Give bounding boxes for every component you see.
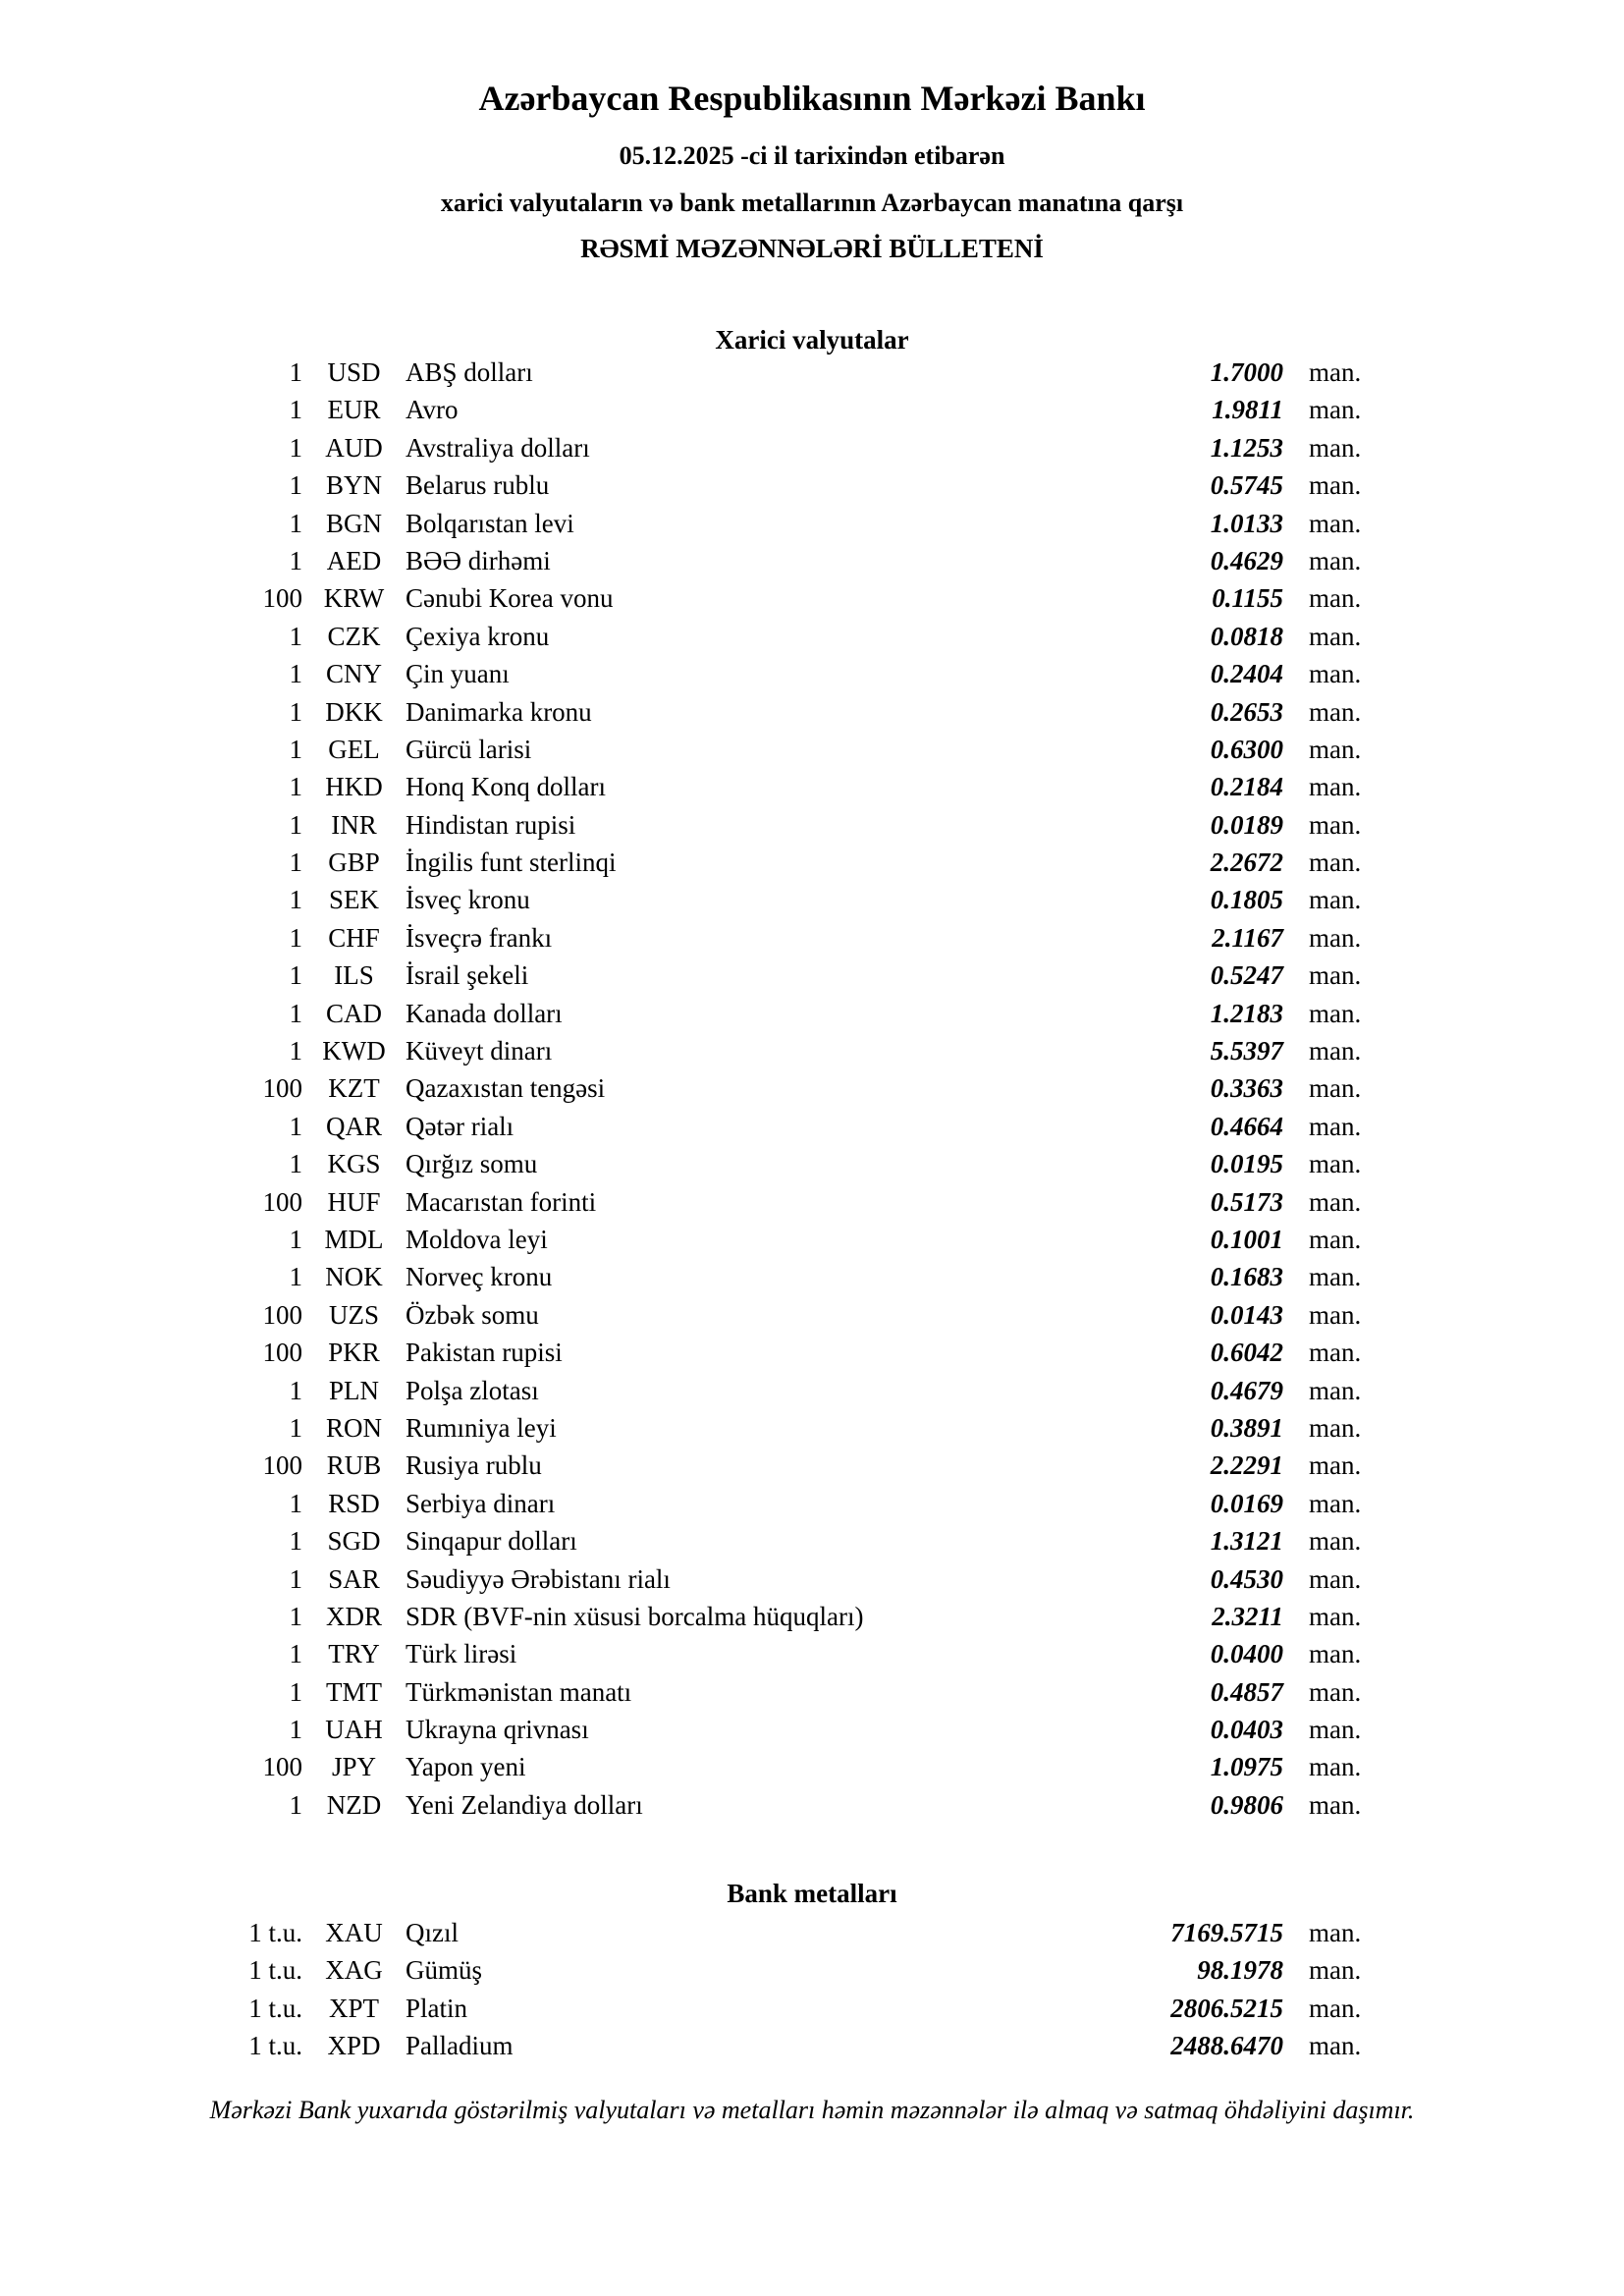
currency-name: Çexiya kronu (406, 621, 550, 651)
currency-row (0, 542, 1624, 579)
currency-name: BƏƏ dirhəmi (406, 545, 551, 575)
currency-unit-label: man. (1309, 1526, 1362, 1557)
currency-quantity: 1 (289, 1601, 302, 1631)
currency-name: İngilis funt sterlinqi (406, 847, 617, 878)
currency-rate: 0.5745 (1210, 470, 1283, 501)
metal-row (0, 2027, 1624, 2064)
bulletin-title: RƏSMİ MƏZƏNNƏLƏRİ BÜLLETENİ (580, 234, 1044, 263)
currency-code: RON (325, 1412, 382, 1443)
currency-row (0, 1485, 1624, 1522)
currency-quantity: 100 (262, 1450, 302, 1481)
currency-unit-label: man. (1309, 1639, 1362, 1669)
currency-unit-label: man. (1309, 1676, 1362, 1707)
metal-code: XAU (325, 1918, 383, 1947)
currency-rate: 1.0133 (1210, 508, 1283, 538)
currency-code: AUD (325, 432, 383, 463)
currency-unit-label: man. (1309, 922, 1362, 953)
currency-name: Norveç kronu (406, 1262, 553, 1292)
metal-quantity: 1 t.u. (248, 2031, 302, 2061)
metal-row (0, 1914, 1624, 1951)
currency-quantity: 1 (289, 1563, 302, 1594)
metals-table (0, 1914, 1624, 2065)
currency-name: Belarus rublu (406, 470, 550, 501)
currency-quantity: 1 (289, 772, 302, 802)
currency-code: TRY (328, 1639, 380, 1669)
currency-code: AED (326, 545, 382, 575)
currency-row (0, 881, 1624, 918)
metal-code: XPD (327, 2031, 381, 2061)
currency-code: MDL (324, 1224, 384, 1254)
currency-row (0, 806, 1624, 844)
currency-row (0, 1296, 1624, 1334)
currency-code: CAD (325, 998, 382, 1028)
currency-rate: 0.4857 (1210, 1676, 1283, 1707)
metal-unit-label: man. (1309, 1993, 1362, 2023)
currency-quantity: 1 (289, 1262, 302, 1292)
currency-rate: 2.2672 (1210, 847, 1283, 878)
currency-row (0, 1221, 1624, 1258)
currency-quantity: 100 (262, 583, 302, 614)
currency-unit-label: man. (1309, 1601, 1362, 1631)
currency-code: HUF (327, 1186, 381, 1217)
currency-code: BYN (325, 470, 382, 501)
currency-code: SAR (328, 1563, 380, 1594)
metal-row (0, 1951, 1624, 1989)
currency-rate: 2.3211 (1212, 1601, 1283, 1631)
currency-rate: 0.2184 (1210, 772, 1283, 802)
currency-name: Moldova leyi (406, 1224, 548, 1254)
currency-row (0, 1372, 1624, 1409)
currency-name: Küveyt dinarı (406, 1036, 553, 1066)
currency-quantity: 100 (262, 1073, 302, 1104)
currency-name: Rumıniya leyi (406, 1412, 557, 1443)
currency-code: XDR (325, 1601, 382, 1631)
currency-quantity: 1 (289, 885, 302, 915)
currency-row (0, 655, 1624, 692)
metal-quantity: 1 t.u. (248, 1918, 302, 1947)
currency-rate: 0.0818 (1210, 621, 1283, 651)
currency-code: CZK (327, 621, 381, 651)
metal-code: XAG (325, 1955, 383, 1986)
currency-quantity: 1 (289, 1149, 302, 1179)
currency-name: Səudiyyə Ərəbistanı rialı (406, 1563, 671, 1594)
currency-quantity: 1 (289, 621, 302, 651)
currency-name: Macarıstan forinti (406, 1186, 597, 1217)
currency-name: Qətər rialı (406, 1111, 514, 1141)
currency-unit-label: man. (1309, 1036, 1362, 1066)
currency-row (0, 1108, 1624, 1145)
currency-quantity: 1 (289, 960, 302, 991)
currency-name: Cənubi Korea vonu (406, 583, 614, 614)
metal-code: XPT (328, 1993, 379, 2023)
currency-name: Qırğız somu (406, 1149, 538, 1179)
currency-code: KRW (323, 583, 385, 614)
currency-rate: 0.1683 (1210, 1262, 1283, 1292)
currency-row (0, 1409, 1624, 1447)
currency-rate: 0.3891 (1210, 1412, 1283, 1443)
currency-code: SEK (328, 885, 379, 915)
currency-unit-label: man. (1309, 1715, 1362, 1745)
currency-row (0, 1560, 1624, 1598)
currency-name: Gürcü larisi (406, 734, 532, 764)
currency-code: PLN (328, 1375, 379, 1405)
currency-unit-label: man. (1309, 1488, 1362, 1518)
currency-rate: 0.3363 (1210, 1073, 1283, 1104)
currency-row (0, 1334, 1624, 1371)
currency-name: Polşa zlotası (406, 1375, 539, 1405)
currency-quantity: 1 (289, 734, 302, 764)
currencies-table (0, 354, 1624, 1824)
metal-unit-label: man. (1309, 1918, 1362, 1947)
currency-code: BGN (325, 508, 382, 538)
currency-quantity: 1 (289, 998, 302, 1028)
currency-rate: 1.9811 (1212, 395, 1283, 425)
currency-name: Serbiya dinarı (406, 1488, 556, 1518)
currency-rate: 0.0169 (1210, 1488, 1283, 1518)
currency-quantity: 1 (289, 432, 302, 463)
currency-name: Qazaxıstan tengəsi (406, 1073, 606, 1104)
currency-quantity: 1 (289, 395, 302, 425)
currency-code: TMT (326, 1676, 382, 1707)
currency-unit-label: man. (1309, 1789, 1362, 1820)
currency-row (0, 768, 1624, 805)
currency-unit-label: man. (1309, 998, 1362, 1028)
metal-row (0, 1990, 1624, 2027)
currency-unit-label: man. (1309, 1073, 1362, 1104)
currency-quantity: 1 (289, 847, 302, 878)
currency-name: Sinqapur dolları (406, 1526, 577, 1557)
currency-quantity: 100 (262, 1186, 302, 1217)
currency-rate: 0.1001 (1210, 1224, 1283, 1254)
currency-row (0, 693, 1624, 731)
currency-unit-label: man. (1309, 1563, 1362, 1594)
currency-rate: 0.0143 (1210, 1299, 1283, 1330)
currency-rate: 0.0195 (1210, 1149, 1283, 1179)
currency-unit-label: man. (1309, 395, 1362, 425)
currency-row (0, 505, 1624, 542)
currency-rate: 1.1253 (1210, 432, 1283, 463)
currency-row (0, 618, 1624, 655)
currency-quantity: 100 (262, 1299, 302, 1330)
currency-code: KGS (327, 1149, 381, 1179)
currency-row (0, 1598, 1624, 1635)
currency-quantity: 1 (289, 659, 302, 689)
currency-rate: 1.0975 (1210, 1752, 1283, 1782)
currency-unit-label: man. (1309, 1450, 1362, 1481)
disclaimer-text: Mərkəzi Bank yuxarıda göstərilmiş valyutaları və metalları həmin məzənnələr ilə almaq və satmaq öhdəliyini daşımır. (209, 2096, 1415, 2124)
currency-quantity: 1 (289, 1676, 302, 1707)
currency-unit-label: man. (1309, 1299, 1362, 1330)
currency-name: Yeni Zelandiya dolları (406, 1789, 643, 1820)
currency-unit-label: man. (1309, 885, 1362, 915)
currency-unit-label: man. (1309, 1224, 1362, 1254)
page-title: Azərbaycan Respublikasının Mərkəzi Bankı (478, 79, 1146, 118)
currency-quantity: 100 (262, 1338, 302, 1368)
currency-quantity: 1 (289, 696, 302, 727)
currency-quantity: 1 (289, 1111, 302, 1141)
currency-rate: 0.4679 (1210, 1375, 1283, 1405)
currency-code: CHF (328, 922, 380, 953)
currency-unit-label: man. (1309, 847, 1362, 878)
currency-quantity: 1 (289, 1526, 302, 1557)
currency-name: Honq Konq dolları (406, 772, 606, 802)
currency-quantity: 1 (289, 922, 302, 953)
currency-unit-label: man. (1309, 545, 1362, 575)
currency-quantity: 1 (289, 1639, 302, 1669)
currency-name: Avstraliya dolları (406, 432, 590, 463)
currency-unit-label: man. (1309, 508, 1362, 538)
currency-row (0, 731, 1624, 768)
currency-code: GEL (328, 734, 380, 764)
metal-unit-label: man. (1309, 1955, 1362, 1986)
metal-name: Qızıl (406, 1918, 459, 1947)
currency-code: INR (331, 809, 377, 840)
currency-code: HKD (325, 772, 383, 802)
currency-quantity: 1 (289, 1375, 302, 1405)
currency-name: İsveçrə frankı (406, 922, 553, 953)
currency-unit-label: man. (1309, 696, 1362, 727)
currency-rate: 0.6042 (1210, 1338, 1283, 1368)
currency-code: EUR (327, 395, 381, 425)
currency-unit-label: man. (1309, 583, 1362, 614)
currency-name: SDR (BVF-nin xüsusi borcalma hüquqları) (406, 1601, 864, 1631)
currency-unit-label: man. (1309, 809, 1362, 840)
currency-row (0, 1522, 1624, 1559)
currency-code: ILS (334, 960, 374, 991)
currency-rate: 0.9806 (1210, 1789, 1283, 1820)
currency-row (0, 1635, 1624, 1672)
currency-quantity: 1 (289, 1036, 302, 1066)
currency-quantity: 100 (262, 1752, 302, 1782)
currency-rate: 0.0189 (1210, 809, 1283, 840)
metal-rate: 7169.5715 (1170, 1918, 1283, 1947)
currency-row (0, 1786, 1624, 1824)
currency-code: GBP (328, 847, 380, 878)
currency-rate: 0.0400 (1210, 1639, 1283, 1669)
currency-unit-label: man. (1309, 432, 1362, 463)
currency-code: KWD (322, 1036, 386, 1066)
currency-rate: 0.4664 (1210, 1111, 1283, 1141)
currency-rate: 0.2653 (1210, 696, 1283, 727)
currency-code: JPY (331, 1752, 377, 1782)
currency-unit-label: man. (1309, 1752, 1362, 1782)
currency-name: Türk lirəsi (406, 1639, 517, 1669)
metal-name: Palladium (406, 2031, 514, 2061)
currency-row (0, 1748, 1624, 1785)
currency-rate: 0.2404 (1210, 659, 1283, 689)
currency-unit-label: man. (1309, 659, 1362, 689)
currency-rate: 0.1155 (1212, 583, 1283, 614)
currency-name: Rusiya rublu (406, 1450, 542, 1481)
metal-quantity: 1 t.u. (248, 1993, 302, 2023)
metal-rate: 2806.5215 (1170, 1993, 1283, 2023)
currency-row (0, 1447, 1624, 1484)
currency-unit-label: man. (1309, 734, 1362, 764)
currency-quantity: 1 (289, 508, 302, 538)
currency-rate: 0.4629 (1210, 545, 1283, 575)
currency-rate: 0.1805 (1210, 885, 1283, 915)
currency-code: CNY (325, 659, 382, 689)
currency-name: İsrail şekeli (406, 960, 529, 991)
currency-quantity: 1 (289, 1488, 302, 1518)
currency-name: Ukrayna qrivnası (406, 1715, 589, 1745)
currency-row (0, 1069, 1624, 1107)
currency-name: Türkmənistan manatı (406, 1676, 632, 1707)
metal-unit-label: man. (1309, 2031, 1362, 2061)
currency-code: QAR (325, 1111, 382, 1141)
currency-row (0, 429, 1624, 466)
currency-unit-label: man. (1309, 621, 1362, 651)
currency-code: SGD (327, 1526, 381, 1557)
currency-rate: 0.0403 (1210, 1715, 1283, 1745)
currency-unit-label: man. (1309, 1186, 1362, 1217)
currency-unit-label: man. (1309, 772, 1362, 802)
currency-name: Danimarka kronu (406, 696, 592, 727)
metal-rate: 98.1978 (1197, 1955, 1283, 1986)
currency-rate: 1.7000 (1210, 357, 1283, 387)
currency-unit-label: man. (1309, 470, 1362, 501)
currency-unit-label: man. (1309, 357, 1362, 387)
currency-quantity: 1 (289, 1715, 302, 1745)
currency-unit-label: man. (1309, 1375, 1362, 1405)
currency-name: Bolqarıstan levi (406, 508, 574, 538)
currency-name: Özbək somu (406, 1299, 539, 1330)
currency-row (0, 995, 1624, 1032)
currency-rate: 2.2291 (1210, 1450, 1283, 1481)
currency-name: ABŞ dolları (406, 357, 533, 387)
currency-code: PKR (328, 1338, 380, 1368)
currency-row (0, 1258, 1624, 1295)
currency-rate: 0.5247 (1210, 960, 1283, 991)
currency-unit-label: man. (1309, 1262, 1362, 1292)
metal-quantity: 1 t.u. (248, 1955, 302, 1986)
currency-row (0, 919, 1624, 957)
currency-name: İsveç kronu (406, 885, 530, 915)
currency-name: Pakistan rupisi (406, 1338, 563, 1368)
currency-code: RUB (326, 1450, 382, 1481)
currency-rate: 0.6300 (1210, 734, 1283, 764)
metal-rate: 2488.6470 (1170, 2031, 1283, 2061)
currency-code: NOK (325, 1262, 383, 1292)
currency-row (0, 391, 1624, 428)
currency-row (0, 466, 1624, 504)
currency-code: DKK (325, 696, 383, 727)
currency-code: NZD (326, 1789, 382, 1820)
currency-row (0, 1183, 1624, 1221)
currency-rate: 0.4530 (1210, 1563, 1283, 1594)
currency-row (0, 579, 1624, 617)
currency-unit-label: man. (1309, 1338, 1362, 1368)
currency-name: Avro (406, 395, 459, 425)
currency-rate: 5.5397 (1210, 1036, 1283, 1066)
currency-rate: 1.2183 (1210, 998, 1283, 1028)
currency-row (0, 957, 1624, 994)
currency-row (0, 1145, 1624, 1182)
currency-row (0, 354, 1624, 391)
effective-date-line: 05.12.2025 -ci il tarixindən etibarən (619, 141, 1005, 170)
currency-quantity: 1 (289, 1789, 302, 1820)
currency-code: RSD (328, 1488, 380, 1518)
currency-unit-label: man. (1309, 1111, 1362, 1141)
currency-code: KZT (328, 1073, 380, 1104)
currency-row (0, 1711, 1624, 1748)
currency-unit-label: man. (1309, 1412, 1362, 1443)
currency-code: USD (327, 357, 381, 387)
currency-name: Yapon yeni (406, 1752, 526, 1782)
currency-code: UZS (328, 1299, 379, 1330)
currencies-section-heading: Xarici valyutalar (715, 325, 909, 355)
metal-name: Gümüş (406, 1955, 483, 1986)
currency-rate: 0.5173 (1210, 1186, 1283, 1217)
currency-quantity: 1 (289, 809, 302, 840)
currency-row (0, 1032, 1624, 1069)
subtitle-line: xarici valyutaların və bank metallarının Azərbaycan manatına qarşı (440, 189, 1184, 217)
currency-name: Hindistan rupisi (406, 809, 576, 840)
currency-name: Çin yuanı (406, 659, 510, 689)
currency-code: UAH (325, 1715, 383, 1745)
currency-row (0, 844, 1624, 881)
currency-quantity: 1 (289, 1412, 302, 1443)
currency-name: Kanada dolları (406, 998, 563, 1028)
metals-section-heading: Bank metalları (727, 1879, 897, 1908)
currency-quantity: 1 (289, 545, 302, 575)
metal-name: Platin (406, 1993, 468, 2023)
currency-quantity: 1 (289, 357, 302, 387)
currency-quantity: 1 (289, 1224, 302, 1254)
currency-rate: 2.1167 (1212, 922, 1283, 953)
currency-row (0, 1673, 1624, 1711)
currency-unit-label: man. (1309, 1149, 1362, 1179)
currency-quantity: 1 (289, 470, 302, 501)
currency-rate: 1.3121 (1210, 1526, 1283, 1557)
currency-unit-label: man. (1309, 960, 1362, 991)
